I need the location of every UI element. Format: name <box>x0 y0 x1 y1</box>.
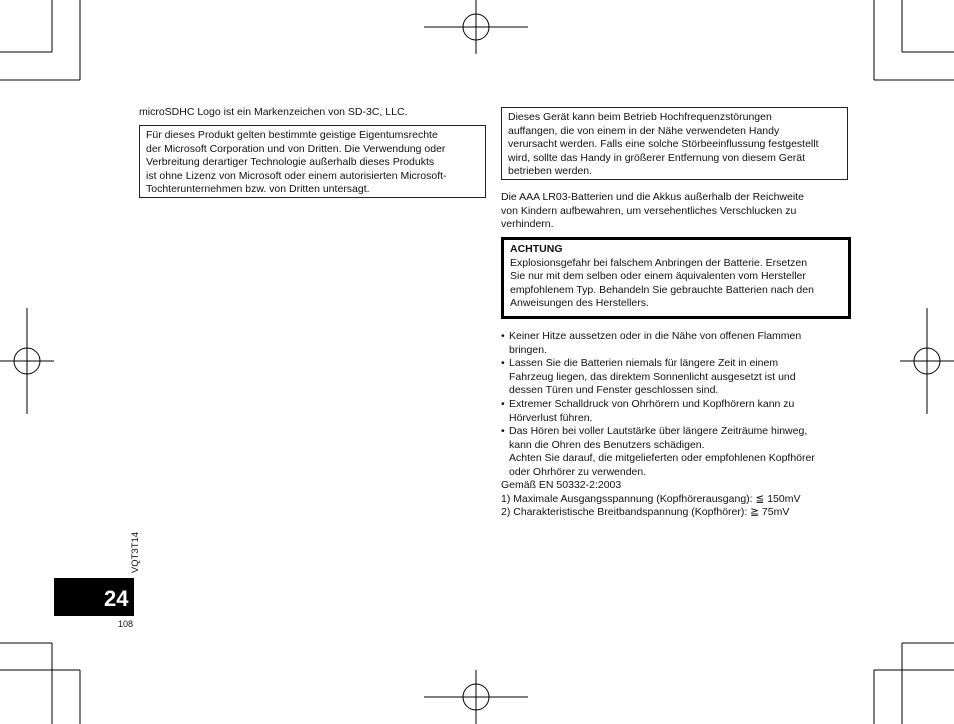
notice-line: ist ohne Lizenz von Microsoft oder einem autorisierten Microsoft- <box>146 169 447 182</box>
warning-line: Explosionsgefahr bei falschem Anbringen der Batterie. Ersetzen <box>510 256 808 269</box>
notice-line: Für dieses Produkt gelten bestimmte geistige Eigentumsrechte <box>146 129 438 141</box>
registration-mark-right <box>900 308 954 414</box>
model-code <box>129 533 141 573</box>
notice-line: Verbreitung derartiger Technologie außerhalb dieses Produkts <box>146 156 435 169</box>
warning-line: Anweisungen des Herstellers. <box>510 297 649 310</box>
notice-line: der Microsoft Corporation und von Dritten. Die Verwendung oder <box>146 142 446 155</box>
bullet-line: dessen Türen und Fenster geschlossen sind. <box>509 384 719 397</box>
bullet-line: Achten Sie darauf, die mitgelieferten oder empfohlenen Kopfhörer <box>509 452 815 465</box>
microsoft-notice-box <box>139 125 486 198</box>
notice-line: Tochterunternehmen bzw. von Dritten untersagt. <box>146 183 370 196</box>
battery-note <box>501 191 846 232</box>
bullet-item <box>501 398 846 425</box>
warning-line: Sie nur mit dem selben oder einem äquivalenten vom Hersteller <box>510 270 806 283</box>
battery-note-line: von Kindern aufbewahren, um versehentliches Verschlucken zu <box>501 204 797 217</box>
trademark-text: microSDHC Logo ist ein Markenzeichen von SD-3C, LLC. <box>139 106 408 118</box>
notice-line: auffangen, die von einem in der Nähe verwendeten Handy <box>508 124 780 137</box>
registration-mark-bottom <box>424 670 528 724</box>
notice-line: betrieben werden. <box>508 165 593 178</box>
registration-mark-left <box>0 308 54 414</box>
notice-line: wird, sollte das Handy in größerer Entfernung von diesem Gerät <box>508 151 806 164</box>
bullet-item <box>501 425 846 479</box>
notice-line: verursacht werden. Falls eine solche Störbeeinflussung festgestellt <box>508 138 819 151</box>
model-code-text: VQT3T14 <box>130 531 142 574</box>
bullet-line: Hörverlust führen. <box>509 411 593 424</box>
bullet-line: • Lassen Sie die Batterien niemals für längere Zeit in einem <box>509 357 779 370</box>
bullet-line: bringen. <box>509 343 547 356</box>
bullet-line: • Extremer Schalldruck von Ohrhörern und Kopfhörern kann zu <box>509 397 795 410</box>
spec-line: 2) Charakteristische Breitbandspannung (Kopfhörer): ≧ 75mV <box>501 506 790 519</box>
sheet-number: 108 <box>118 619 134 629</box>
battery-note-line: verhindern. <box>501 218 554 231</box>
bullet-line: • Das Hören bei voller Lautstärke über längere Zeiträume hinweg, <box>509 425 808 438</box>
registration-mark-top <box>424 0 528 54</box>
warning-line: empfohlenem Typ. Behandeln Sie gebrauchte Batterien nach den <box>510 283 814 296</box>
bullet-line: • Keiner Hitze aussetzen oder in die Nähe von offenen Flammen <box>509 330 802 342</box>
bullet-item <box>501 357 846 398</box>
page-number: 24 <box>104 586 129 611</box>
warning-heading: ACHTUNG <box>510 243 563 255</box>
bullet-item <box>501 330 846 357</box>
bullet-line: kann die Ohren des Benutzers schädigen. <box>509 438 705 451</box>
safety-bullet-list <box>501 330 846 480</box>
spec-line: 1) Maximale Ausgangsspannung (Kopfhörerausgang): ≦ 150mV <box>501 492 801 505</box>
standard-section <box>501 479 846 520</box>
standard-line: Gemäß EN 50332-2:2003 <box>501 479 622 491</box>
warning-box <box>501 237 851 319</box>
interference-notice-box <box>501 107 848 180</box>
battery-note-line: Die AAA LR03-Batterien und die Akkus außerhalb der Reichweite <box>501 191 804 203</box>
bullet-line: Fahrzeug liegen, das direktem Sonnenlicht ausgesetzt ist und <box>509 370 796 383</box>
bullet-line: oder Ohrhörer zu verwenden. <box>509 465 647 478</box>
notice-line: Dieses Gerät kann beim Betrieb Hochfrequenzstörungen <box>508 111 772 123</box>
